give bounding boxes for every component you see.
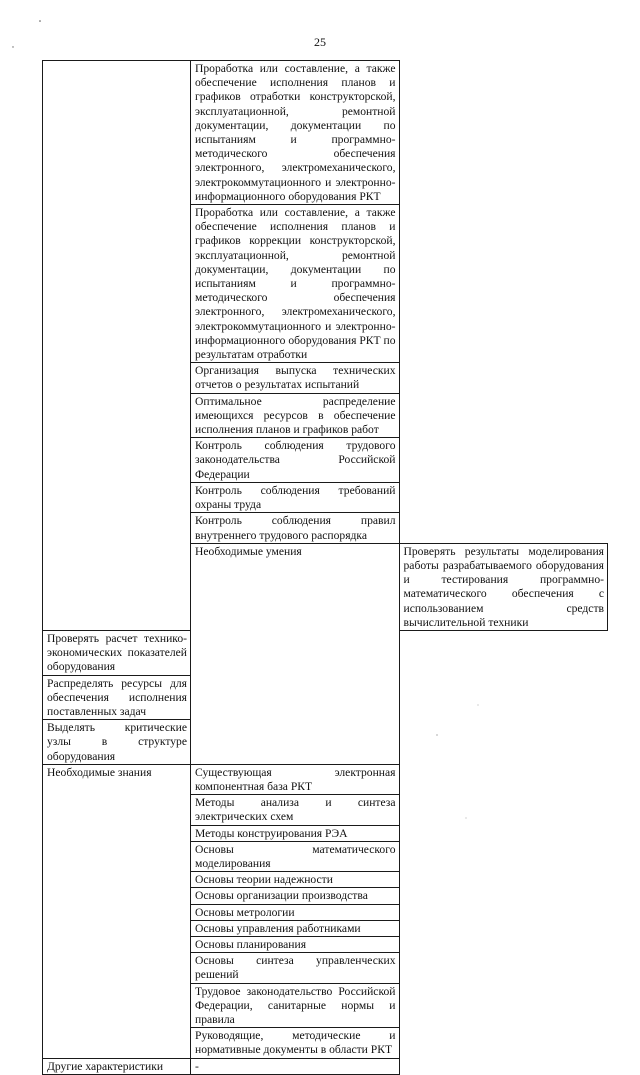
requirement-text: Организация выпуска технических отчетов о результатах испытаний [191,363,400,393]
requirement-text: Трудовое законодательство Российской Федерации, санитарные нормы и правила [191,983,400,1028]
requirement-text: Проверять расчет технико-экономических показателей оборудования [43,630,191,675]
table-row [43,764,608,794]
requirement-text: Распределять ресурсы для обеспечения исполнения поставленных задач [43,675,191,720]
requirement-text: Проработка или составление, а также обеспечение исполнения планов и графиков отработки конструкторской, эксплуатационной, ремонтной документации, документации по испытаниям и программно-методического обеспечения электронного, электромеханического, электрокоммутационного и электронно-информационного оборудования РКТ [191,61,400,205]
row-group-label: Необходимые знания [43,764,191,1058]
requirement-text: - [191,1058,400,1074]
requirement-text: Существующая электронная компонентная база РКТ [191,764,400,794]
requirement-text: Оптимальное распределение имеющихся ресурсов в обеспечение исполнения планов и графиков работ [191,393,400,438]
table-row [43,61,608,205]
requirement-text: Основы планирования [191,936,400,952]
requirement-text: Основы управления работниками [191,920,400,936]
requirements-table [42,60,608,1075]
requirement-text: Проработка или составление, а также обеспечение исполнения планов и графиков коррекции конструкторской, эксплуатационной, ремонтной документации, документации по испытаниям и программно-методического обеспечения электронного, электромеханического, электрокоммутационного и электронно-информационного оборудования РКТ по результатам отработки [191,205,400,363]
requirement-text: Выделять критические узлы в структуре оборудования [43,720,191,765]
requirement-text: Основы метрологии [191,904,400,920]
requirement-text: Основы организации производства [191,888,400,904]
requirement-text: Контроль соблюдения правил внутреннего трудового распорядка [191,513,400,543]
requirement-text: Контроль соблюдения требований охраны труда [191,482,400,512]
page-number: 25 [314,35,326,49]
requirement-text: Контроль соблюдения трудового законодательства Российской Федерации [191,438,400,483]
row-group-label: Необходимые умения [191,543,400,764]
requirement-text: Основы теории надежности [191,872,400,888]
requirement-text: Методы конструирования РЭА [191,825,400,841]
table-row [43,1058,608,1074]
requirement-text: Проверять результаты моделирования работы разрабатываемого оборудования и тестирования программно-математического обеспечения с использованием средств вычислительной техники [399,543,608,630]
row-group-label: Другие характеристики [43,1058,191,1074]
requirement-text: Основы математического моделирования [191,841,400,871]
requirement-text: Руководящие, методические и нормативные документы в области РКТ [191,1028,400,1058]
row-group-label [43,61,191,631]
requirement-text: Методы анализа и синтеза электрических схем [191,795,400,825]
requirement-text: Основы синтеза управленческих решений [191,953,400,983]
